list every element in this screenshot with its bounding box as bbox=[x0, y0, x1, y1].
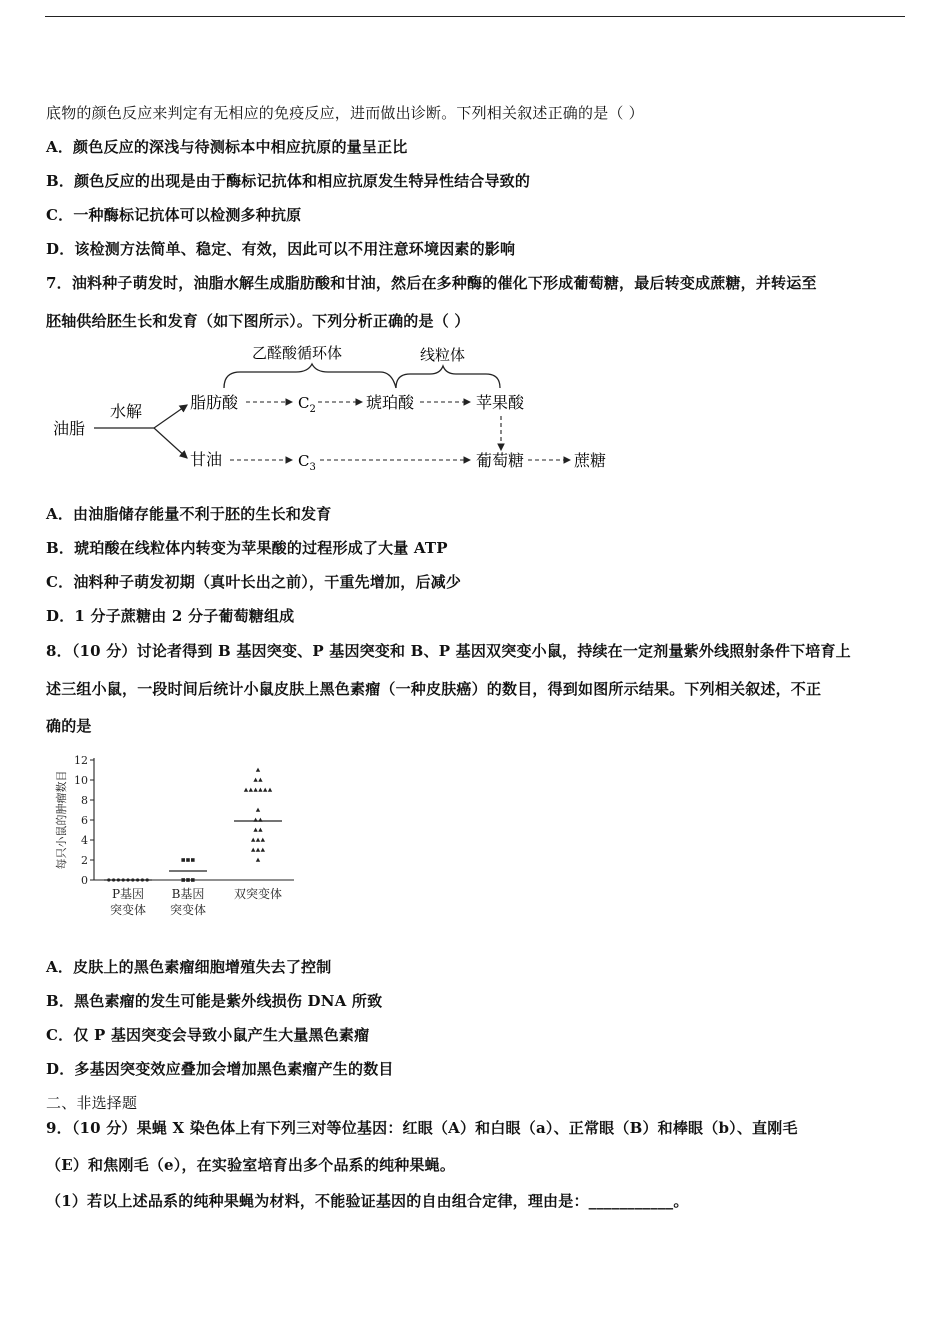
data-point bbox=[256, 808, 260, 812]
category-label: B基因突变体 bbox=[169, 887, 207, 917]
to-fatty-acid-arrow bbox=[154, 405, 187, 428]
data-point bbox=[256, 768, 260, 772]
question-9-stem-line2: （E）和焦刚毛（e），在实验室培育出多个品系的纯种果蝇。 bbox=[46, 1156, 456, 1174]
data-point bbox=[191, 858, 195, 862]
q6-option-b: B．颜色反应的出现是由于酶标记抗体和相应抗原发生特异性结合导致的 bbox=[46, 172, 531, 190]
q8-option-c: C．仅 P 基因突变会导致小鼠产生大量黑色素瘤 bbox=[46, 1026, 370, 1044]
data-point bbox=[244, 788, 248, 792]
data-point bbox=[181, 858, 185, 862]
to-glycerol-arrow bbox=[154, 428, 187, 458]
y-tick-label: 4 bbox=[81, 834, 88, 847]
tumor-count-chart bbox=[48, 748, 298, 928]
data-point bbox=[251, 838, 255, 842]
category-label: P基因突变体 bbox=[109, 887, 147, 917]
data-point bbox=[253, 828, 257, 832]
y-tick-label: 2 bbox=[81, 854, 88, 867]
question-7-stem-line2: 胚轴供给胚生长和发育（如下图所示）。下列分析正确的是（ ） bbox=[46, 312, 470, 330]
data-point bbox=[258, 828, 262, 832]
y-tick-label: 8 bbox=[81, 794, 88, 807]
data-point bbox=[186, 858, 190, 862]
metabolism-diagram bbox=[46, 338, 626, 483]
data-point bbox=[263, 788, 267, 792]
q7-option-b: B．琥珀酸在线粒体内转变为苹果酸的过程形成了大量 ATP bbox=[46, 539, 448, 557]
data-point bbox=[249, 788, 253, 792]
question-6-stem: 底物的颜色反应来判定有无相应的免疫反应，进而做出诊断。下列相关叙述正确的是（ ） bbox=[46, 104, 644, 122]
y-tick-label: 10 bbox=[74, 774, 88, 787]
data-point bbox=[258, 778, 262, 782]
mitochondria-brace bbox=[396, 366, 500, 388]
q8-option-a: A．皮肤上的黑色素瘤细胞增殖失去了控制 bbox=[46, 958, 332, 976]
question-7-stem-line1: 7．油料种子萌发时，油脂水解生成脂肪酸和甘油，然后在多种酶的催化下形成葡萄糖，最后转变成蔗糖，并转运至 bbox=[46, 274, 817, 292]
question-8-stem-line2: 述三组小鼠，一段时间后统计小鼠皮肤上黑色素瘤（一种皮肤癌）的数目，得到如图所示结果。下列相关叙述，不正 bbox=[46, 680, 822, 698]
q6-option-c: C．一种酶标记抗体可以检测多种抗原 bbox=[46, 206, 302, 224]
glyoxysome-brace bbox=[224, 364, 396, 388]
oil-label: 油脂 bbox=[53, 419, 86, 438]
glycerol-label: 甘油 bbox=[190, 450, 223, 469]
y-axis-label: 每只小鼠的肿瘤数目 bbox=[55, 770, 68, 870]
data-point bbox=[268, 788, 272, 792]
question-9-stem-line1: 9．（10 分）果蝇 X 染色体上有下列三对等位基因：红眼（A）和白眼（a）、正常眼（B）和棒眼（b）、直刚毛 bbox=[46, 1119, 798, 1137]
q8-option-b: B．黑色素瘤的发生可能是紫外线损伤 DNA 所致 bbox=[46, 992, 383, 1010]
q7-option-a: A．由油脂储存能量不利于胚的生长和发育 bbox=[46, 505, 332, 523]
data-point bbox=[186, 878, 190, 882]
mitochondria-label: 线粒体 bbox=[420, 346, 466, 364]
q6-option-d: D．该检测方法简单、稳定、有效，因此可以不用注意环境因素的影响 bbox=[46, 240, 516, 258]
c3-label: $C_3$ bbox=[298, 452, 316, 473]
data-point bbox=[251, 848, 255, 852]
y-tick-label: 6 bbox=[81, 814, 88, 827]
q7-option-d: D．1 分子蔗糖由 2 分子葡萄糖组成 bbox=[46, 607, 295, 625]
data-point bbox=[181, 878, 185, 882]
data-point bbox=[191, 878, 195, 882]
sucrose-label: 蔗糖 bbox=[574, 451, 607, 470]
q8-option-d: D．多基因突变效应叠加会增加黑色素瘤产生的数目 bbox=[46, 1060, 394, 1078]
malate-label: 苹果酸 bbox=[476, 393, 525, 412]
q7-option-c: C．油料种子萌发初期（真叶长出之前），干重先增加，后减少 bbox=[46, 573, 462, 591]
data-point bbox=[256, 848, 260, 852]
data-point bbox=[261, 838, 265, 842]
category-label: 双突变体 bbox=[233, 887, 283, 901]
hydrolysis-label: 水解 bbox=[110, 402, 143, 421]
data-point bbox=[256, 858, 260, 862]
succinate-label: 琥珀酸 bbox=[366, 393, 415, 412]
question-8-stem-line3: 确的是 bbox=[46, 717, 92, 735]
data-point bbox=[253, 788, 257, 792]
data-point bbox=[261, 848, 265, 852]
glucose-label: 葡萄糖 bbox=[476, 451, 525, 470]
question-9-part1: （1）若以上述品系的纯种果蝇为材料，不能验证基因的自由组合定律，理由是：___________。 bbox=[46, 1192, 689, 1210]
header-rule bbox=[45, 16, 905, 17]
section-heading: 二、非选择题 bbox=[46, 1094, 138, 1112]
fatty-acid-label: 脂肪酸 bbox=[190, 393, 239, 412]
q6-option-a: A．颜色反应的深浅与待测标本中相应抗原的量呈正比 bbox=[46, 138, 408, 156]
c2-label: $C_2$ bbox=[298, 394, 316, 415]
data-point bbox=[256, 838, 260, 842]
y-tick-label: 12 bbox=[74, 754, 88, 767]
y-tick-label: 0 bbox=[81, 874, 88, 887]
data-point bbox=[253, 778, 257, 782]
question-8-stem-line1: 8．（10 分）讨论者得到 B 基因突变、P 基因突变和 B、P 基因双突变小鼠，持续在一定剂量紫外线照射条件下培育上 bbox=[46, 642, 851, 660]
data-point bbox=[258, 788, 262, 792]
glyoxysome-label: 乙醛酸循环体 bbox=[252, 344, 343, 362]
